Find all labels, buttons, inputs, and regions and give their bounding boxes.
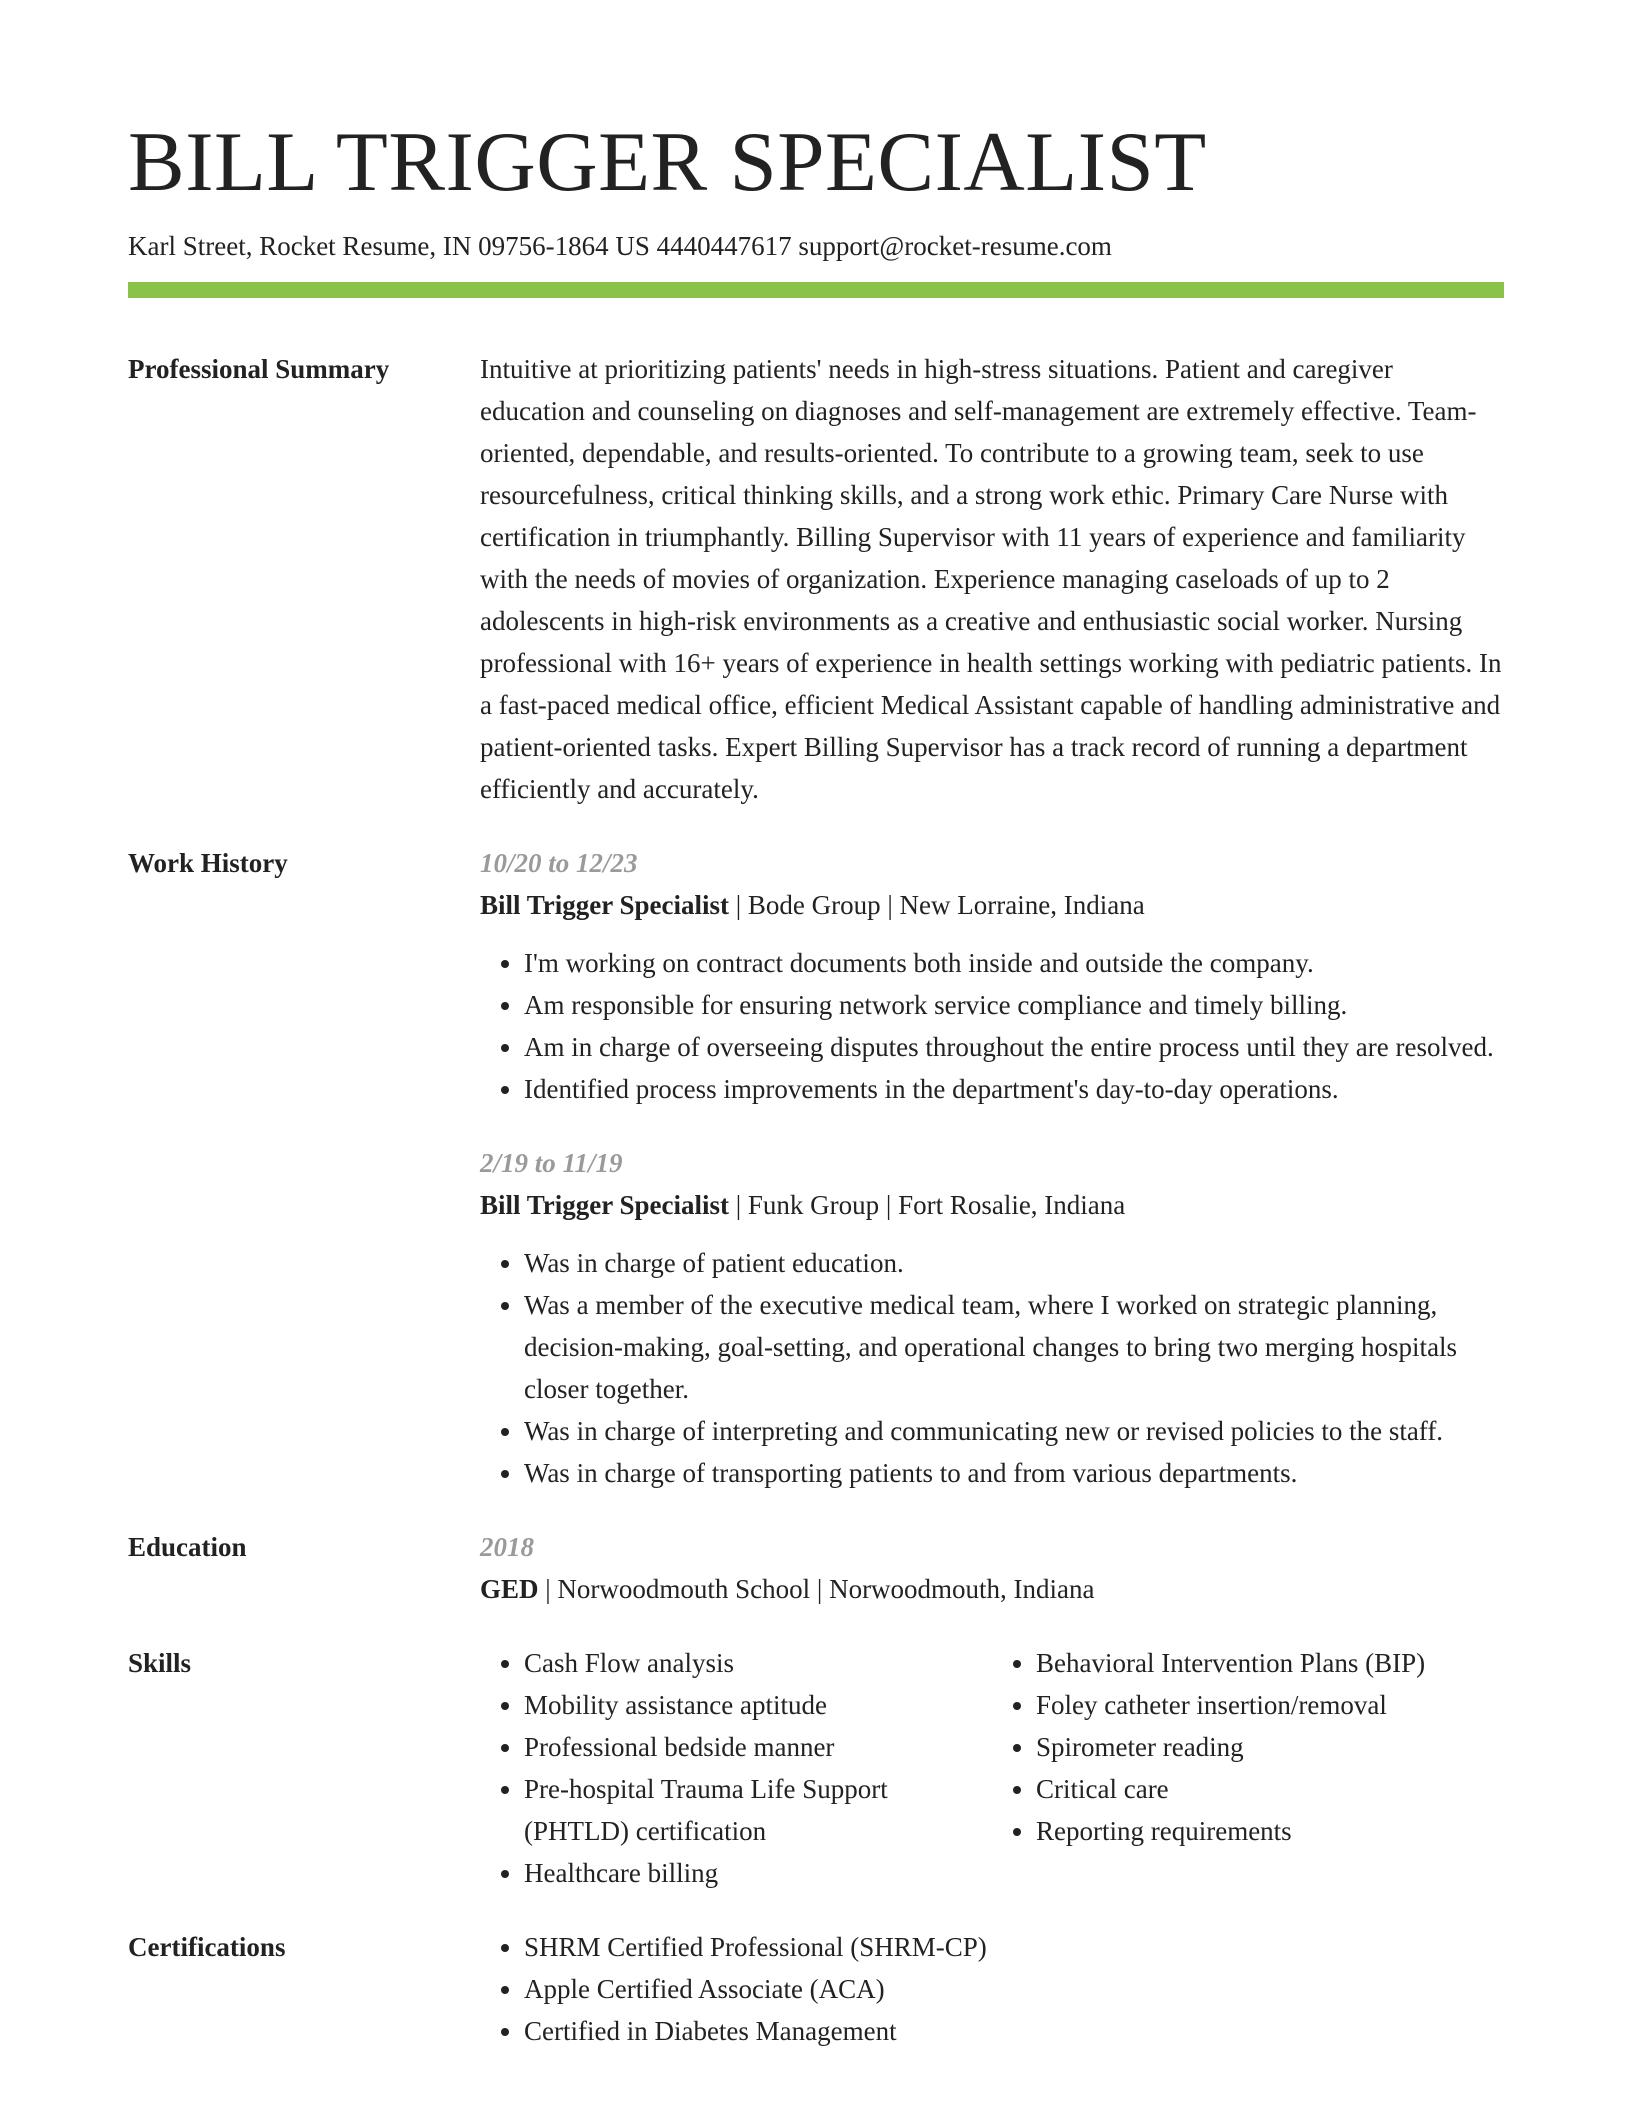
summary-text: Intuitive at prioritizing patients' needs in high-stress situations. Patient and caregiver education and counseling on diagnoses and self-management are extremely effective. Team-oriented, dependable, and results-oriented. To contribute to a growing team, seek to use resourcefulness, critical thinking skills, and a strong work ethic. Primary Care Nurse with certification in triumphantly. Billing Supervisor with 11 years of experience and familiarity with the needs of movies of organization. Experience managing caseloads of up to 2 adolescents in high-risk environments as a creative and enthusiastic social worker. Nursing professional with 16+ years of experience in health settings working with pediatric patients. In a fast-paced medical office, efficient Medical Assistant capable of handling administrative and patient-oriented tasks. Expert Billing Supervisor has a track record of running a department efficiently and accurately. [480,354,1502,805]
list-item: • Identified process improvements in the department's day-to-day operations. [524,1068,1504,1110]
certifications-body [480,1926,1504,2052]
list-item: • I'm working on contract documents both inside and outside the company. [524,942,1504,984]
job-dates: 10/20 to 12/23 [480,848,638,879]
skills-body [480,1642,1504,1894]
education-body [480,1526,1504,1610]
job-title: Bill Trigger Specialist [480,890,729,921]
job-details: | Bode Group | New Lorraine, Indiana [729,890,1145,921]
education-year: 2018 [480,1532,534,1563]
section-label: Skills [128,1648,192,1679]
section-label: Certifications [128,1932,286,1963]
list-item: • Mobility assistance aptitude [524,1684,992,1726]
list-item: • Foley catheter insertion/removal [1036,1684,1504,1726]
list-item: • Cash Flow analysis [524,1642,992,1684]
job-title: Bill Trigger Specialist [480,1190,729,1221]
education-degree: GED [480,1574,539,1605]
list-item: • Am responsible for ensuring network service compliance and timely billing. [524,984,1504,1026]
job-details: | Funk Group | Fort Rosalie, Indiana [729,1190,1126,1221]
certifications-section [128,1926,1504,2052]
education-details: | Norwoodmouth School | Norwoodmouth, Indiana [538,1574,1095,1605]
list-item: • SHRM Certified Professional (SHRM-CP) [524,1926,1504,1968]
work-history-body [480,842,1504,1494]
skills-section [128,1642,1504,1894]
job-entry [480,842,1504,1110]
list-item: • Spirometer reading [1036,1726,1504,1768]
certifications-list [480,1926,1504,2052]
section-label: Education [128,1532,247,1563]
job-bullets [480,1242,1504,1494]
list-item: • Critical care [1036,1768,1504,1810]
section-label: Professional Summary [128,354,390,385]
list-item: • Was a member of the executive medical team, where I worked on strategic planning, decision-making, goal-setting, and operational changes to bring two merging hospitals closer together. [524,1284,1504,1410]
list-item: • Am in charge of overseeing disputes throughout the entire process until they are resolved. [524,1026,1504,1068]
contact-line: Karl Street, Rocket Resume, IN 09756-1864 US 4440447617 support@rocket-resume.com [128,231,1112,261]
job-entry [480,1142,1504,1494]
list-item: • Behavioral Intervention Plans (BIP) [1036,1642,1504,1684]
resume-name: BILL TRIGGER SPECIALIST [128,115,1207,209]
education-entry [480,1568,1504,1610]
list-item: • Healthcare billing [524,1852,992,1894]
list-item: • Apple Certified Associate (ACA) [524,1968,1504,2010]
list-item: • Reporting requirements [1036,1810,1504,1852]
job-role [480,884,1504,926]
skills-column-left [480,1642,992,1894]
job-role [480,1184,1504,1226]
list-item: • Certified in Diabetes Management [524,2010,1504,2052]
list-item: • Was in charge of interpreting and communicating new or revised policies to the staff. [524,1410,1504,1452]
list-item: • Was in charge of transporting patients to and from various departments. [524,1452,1504,1494]
section-label: Work History [128,848,288,879]
work-history-section [128,842,1504,1494]
job-dates: 2/19 to 11/19 [480,1148,623,1179]
summary-section [128,348,1504,810]
job-bullets [480,942,1504,1110]
list-item: • Was in charge of patient education. [524,1242,1504,1284]
accent-divider [128,282,1504,298]
list-item: • Professional bedside manner [524,1726,992,1768]
list-item: • Pre-hospital Trauma Life Support (PHTLD) certification [524,1768,992,1852]
skills-column-right [992,1642,1504,1894]
education-section [128,1526,1504,1610]
